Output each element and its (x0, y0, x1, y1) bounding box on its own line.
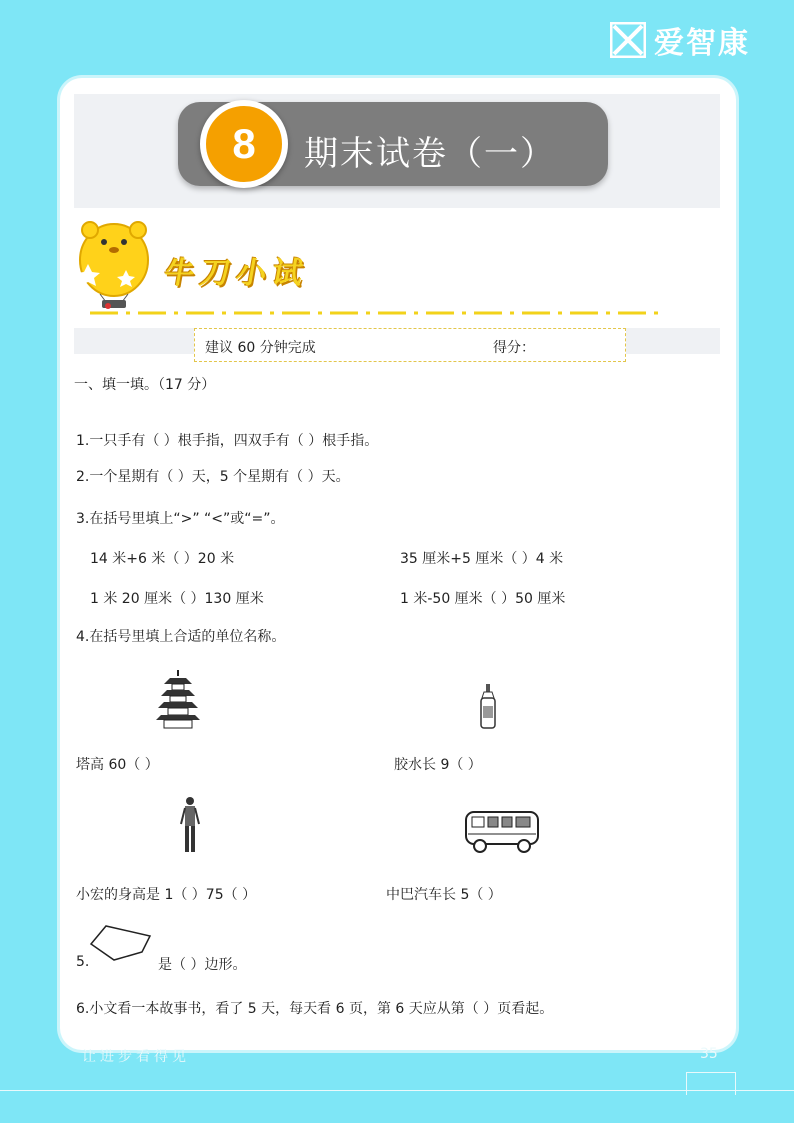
question-1: 1.一只手有（ ）根手指，四双手有（ ）根手指。 (76, 433, 379, 449)
question-4b: 胶水长 9（ ） (394, 757, 482, 773)
bear-balloon-icon (74, 220, 154, 310)
bus-icon (464, 806, 540, 854)
person-icon (180, 796, 200, 854)
question-3: 3.在括号里填上“>” “<”或“=”。 (76, 511, 285, 527)
question-3b: 35 厘米+5 厘米（ ）4 米 (400, 551, 564, 567)
brand-logo (610, 18, 750, 62)
dashed-divider (90, 310, 660, 316)
glue-bottle-icon (478, 684, 498, 730)
banner-title: 牛刀小试 (161, 256, 312, 291)
question-5-number: 5. (76, 954, 90, 970)
question-4: 4.在括号里填上合适的单位名称。 (76, 629, 286, 645)
page-tab (686, 1072, 736, 1095)
page-number: 35 (700, 1046, 718, 1062)
question-6: 6.小文看一本故事书，看了 5 天，每天看 6 页，第 6 天应从第（ ）页看起。 (76, 1001, 554, 1017)
worksheet-card (60, 78, 736, 1050)
footer-slogan: 让进步看得见 (82, 1049, 190, 1065)
question-3d: 1 米-50 厘米（ ）50 厘米 (400, 591, 566, 607)
section-heading: 一、填一填。（17 分） (74, 377, 216, 393)
unit-number-badge: 8 (200, 100, 288, 188)
page-title: 期末试卷（一） (304, 134, 556, 174)
question-5-text: 是（ ）边形。 (158, 957, 247, 973)
time-suggestion: 建议 60 分钟完成 (205, 340, 316, 356)
question-4c: 小宏的身高是 1（ ）75（ ） (76, 887, 257, 903)
score-label: 得分： (493, 340, 535, 356)
brand-name: 爱智康 (654, 26, 750, 61)
info-box (194, 328, 626, 362)
pentagon-shape-icon (88, 922, 154, 962)
question-3a: 14 米+6 米（ ）20 米 (90, 551, 235, 567)
question-2: 2.一个星期有（ ）天，5 个星期有（ ）天。 (76, 469, 350, 485)
question-3c: 1 米 20 厘米（ ）130 厘米 (90, 591, 264, 607)
question-4a: 塔高 60（ ） (76, 757, 159, 773)
footer-line (0, 1090, 794, 1091)
brand-mark-icon (610, 22, 646, 58)
pagoda-icon (156, 670, 200, 730)
question-4d: 中巴汽车长 5（ ） (386, 887, 502, 903)
